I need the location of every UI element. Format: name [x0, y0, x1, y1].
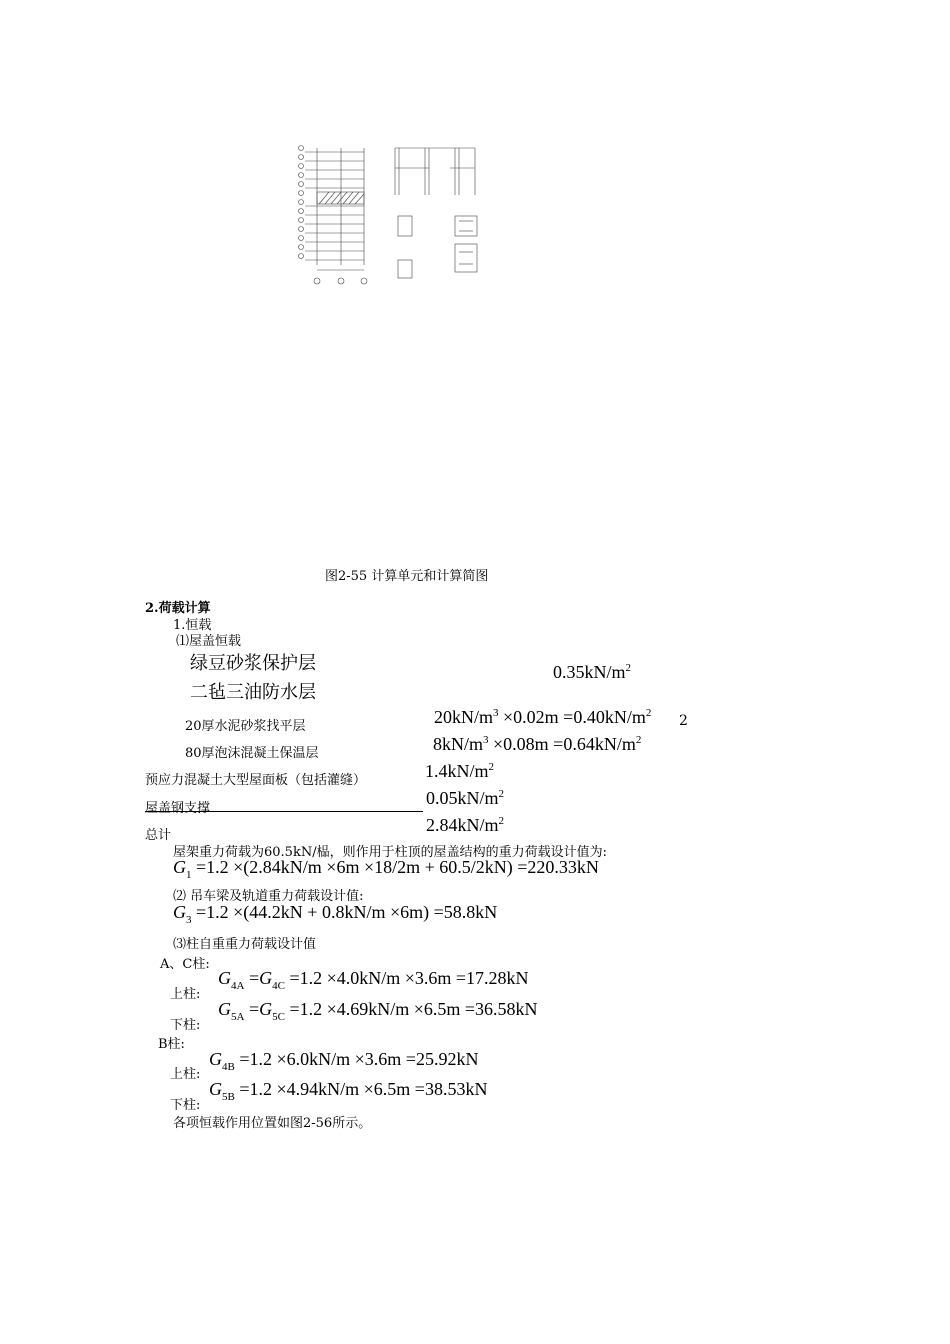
roof-item-6-label: 屋盖钢支撑 [145, 801, 211, 816]
structural-drawing-figure [295, 140, 490, 290]
ac-lower-label: 下柱: [170, 1018, 201, 1033]
roof-item-12-value: $0.35kN/m^2$ [553, 662, 632, 682]
g5b-equation: $G_{5B} =1.2 \times 4.94kN/m \times 6.5m =38.53kN$ [209, 1079, 488, 1103]
crane-load-text: ⑵ 吊车梁及轨道重力荷载设计值: [173, 889, 364, 904]
b-lower-label: 下柱: [170, 1098, 201, 1113]
g4-ac-equation: $G_{4A} =G_{4C} =1.2 \times 4.0kN/m \times 3.6m =17.28kN$ [218, 968, 529, 992]
g4b-equation: $G_{4B} =1.2 \times 6.0kN/m \times 3.6m =25.92kN$ [209, 1049, 479, 1073]
summation-line [145, 811, 423, 812]
roof-item-2-label: 二毡三油防水层 [190, 682, 316, 703]
structure-plan-svg [295, 140, 490, 290]
roof-item-4-label: 80厚泡沫混凝土保温层 [185, 746, 319, 761]
roof-item-1-label: 绿豆砂浆保护层 [190, 653, 316, 674]
column-load-text: ⑶柱自重重力荷载设计值 [173, 937, 317, 952]
section-title: 2.荷载计算 [145, 601, 211, 616]
ac-upper-label: 上柱: [170, 987, 201, 1002]
column-ac-label: A、C柱: [160, 957, 210, 972]
g3-equation: $G_3 =1.2 \times(44.2kN + 0.8kN/m \times 6m) =58.8kN$ [173, 902, 498, 926]
roof-item-5-label: 预应力混凝土大型屋面板（包括灌缝） [145, 773, 367, 788]
g1-equation: $G_1 =1.2 \times(2.84kN/m \times 6m \times 18/2m + 60.5/2kN) =220.33kN$ [173, 857, 599, 881]
subsection-dead-load: 1.恒载 [173, 618, 212, 633]
subsection-roof-dead-load: ⑴屋盖恒载 [176, 634, 242, 649]
b-upper-label: 上柱: [170, 1067, 201, 1082]
total-value: $2.84kN/m^2$ [426, 815, 505, 835]
roof-item-6-value: $0.05kN/m^2$ [426, 788, 505, 808]
figure-caption: 图2-55 计算单元和计算简图 [325, 569, 489, 584]
g5-ac-equation: $G_{5A} =G_{5C} =1.2 \times 4.69kN/m \times 6.5m =36.58kN$ [218, 999, 538, 1023]
column-b-label: B柱: [158, 1037, 185, 1052]
closing-text: 各项恒载作用位置如图2-56所示。 [173, 1116, 372, 1131]
roof-item-3-label: 20厚水泥砂浆找平层 [185, 719, 306, 734]
roof-item-5-value: $1.4kN/m^2$ [425, 761, 495, 781]
roof-item-3-value: $20kN/m^3 \times 0.02m =0.40kN/m^2$ [434, 707, 652, 727]
truss-load-text: 屋架重力荷载为60.5kN/榀，则作用于柱顶的屋盖结构的重力荷载设计值为: [173, 845, 607, 860]
total-label: 总计 [145, 828, 172, 843]
stray-exponent: 2 [679, 713, 688, 729]
roof-item-4-value: $8kN/m^3 \times 0.08m =0.64kN/m^2$ [433, 734, 642, 754]
